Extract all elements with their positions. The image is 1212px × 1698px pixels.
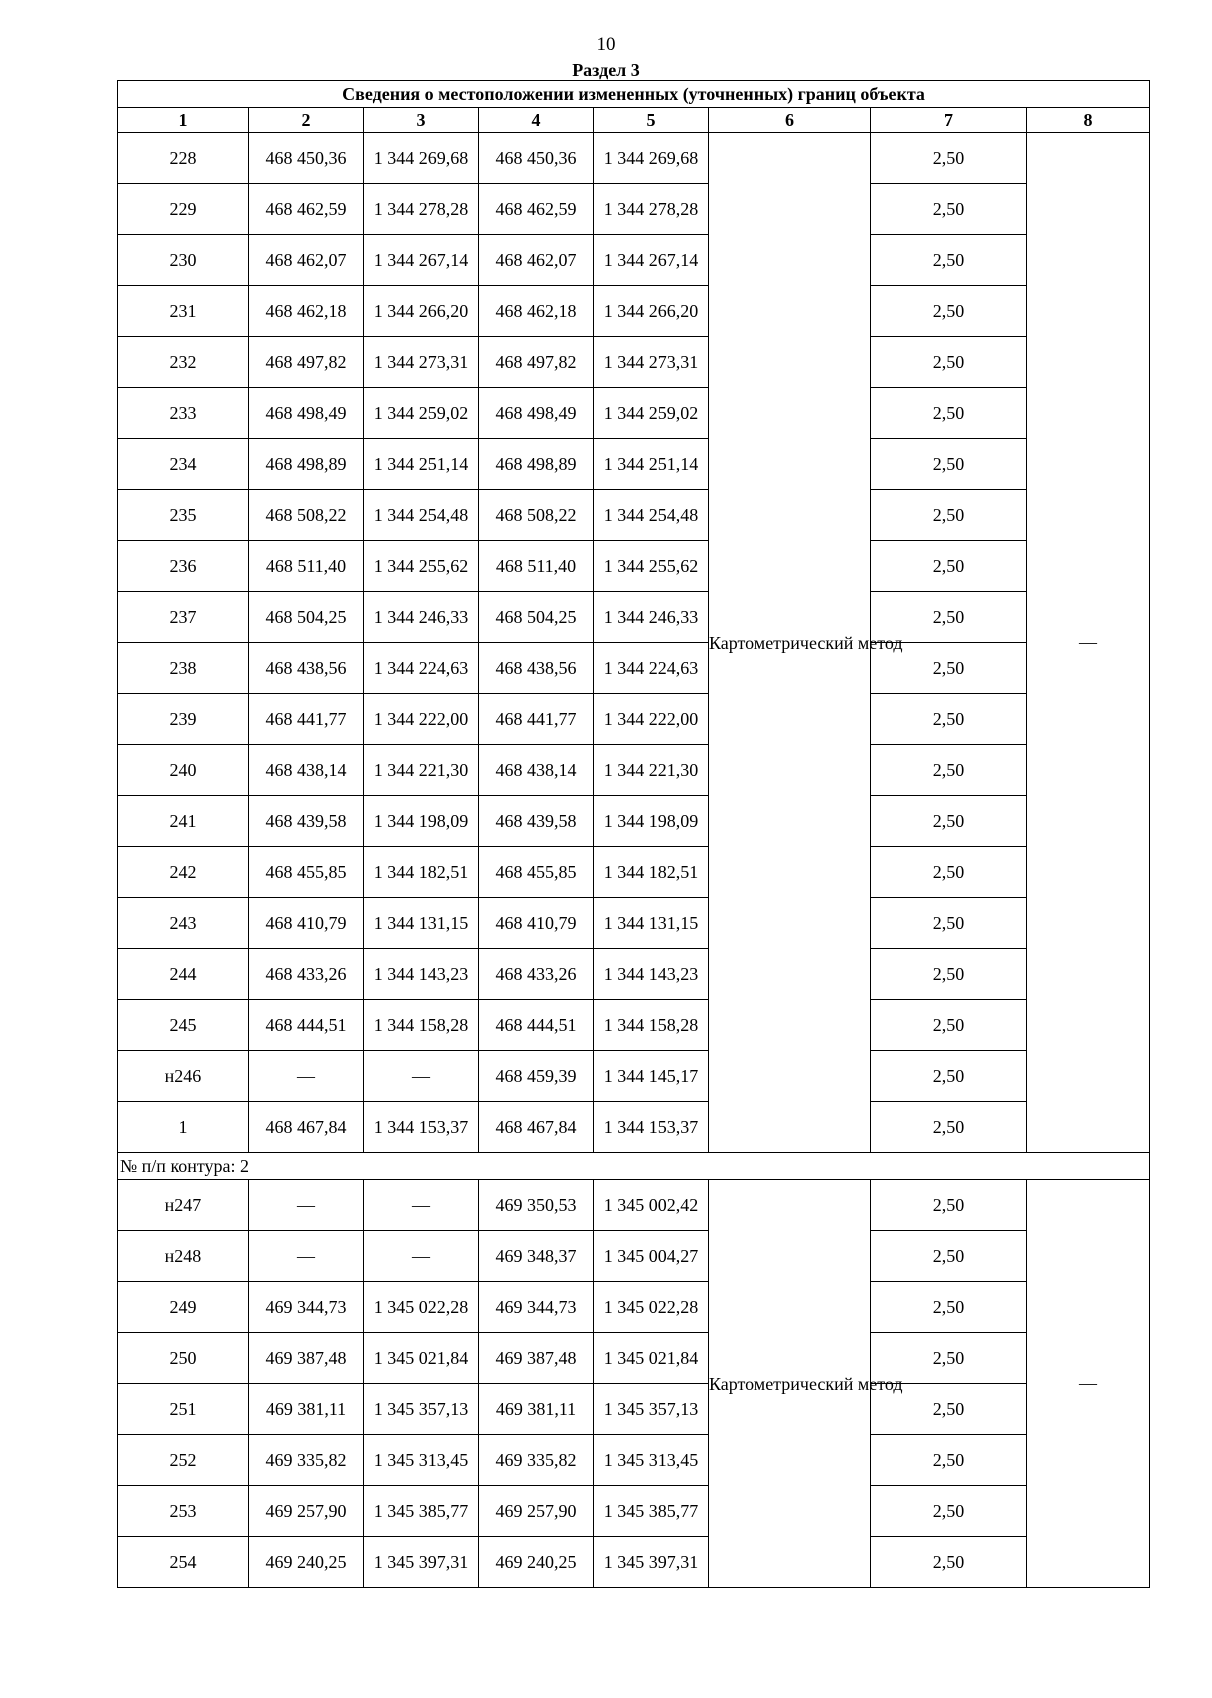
accuracy-value: 2,50 <box>871 133 1027 184</box>
column-number-2: 2 <box>249 108 364 133</box>
point-number: 249 <box>118 1282 249 1333</box>
point-number: 231 <box>118 286 249 337</box>
y-existing: 1 344 153,37 <box>364 1102 479 1153</box>
table-title: Сведения о местоположении измененных (уточненных) границ объекта <box>118 81 1150 108</box>
column-number-3: 3 <box>364 108 479 133</box>
table-row <box>118 1000 1150 1051</box>
y-new: 1 344 143,23 <box>594 949 709 1000</box>
y-existing: 1 344 158,28 <box>364 1000 479 1051</box>
y-existing: — <box>364 1180 479 1231</box>
x-new: 468 438,56 <box>479 643 594 694</box>
accuracy-value: 2,50 <box>871 1486 1027 1537</box>
point-number: 251 <box>118 1384 249 1435</box>
table-row <box>118 1435 1150 1486</box>
y-existing: 1 344 251,14 <box>364 439 479 490</box>
table-row <box>118 796 1150 847</box>
accuracy-value: 2,50 <box>871 847 1027 898</box>
accuracy-value: 2,50 <box>871 1180 1027 1231</box>
x-existing: 468 497,82 <box>249 337 364 388</box>
x-new: 469 348,37 <box>479 1231 594 1282</box>
y-new: 1 344 131,15 <box>594 898 709 949</box>
y-new: 1 344 269,68 <box>594 133 709 184</box>
y-existing: 1 345 357,13 <box>364 1384 479 1435</box>
table-row <box>118 643 1150 694</box>
x-new: 469 350,53 <box>479 1180 594 1231</box>
y-existing: 1 344 222,00 <box>364 694 479 745</box>
accuracy-value: 2,50 <box>871 490 1027 541</box>
y-new: 1 344 273,31 <box>594 337 709 388</box>
y-existing: 1 344 259,02 <box>364 388 479 439</box>
x-new: 468 438,14 <box>479 745 594 796</box>
point-number: 250 <box>118 1333 249 1384</box>
point-number: 252 <box>118 1435 249 1486</box>
x-existing: 469 335,82 <box>249 1435 364 1486</box>
point-number: 244 <box>118 949 249 1000</box>
y-new: 1 345 022,28 <box>594 1282 709 1333</box>
table-row <box>118 337 1150 388</box>
table-row <box>118 949 1150 1000</box>
y-existing: 1 345 397,31 <box>364 1537 479 1588</box>
x-existing: 468 498,89 <box>249 439 364 490</box>
x-new: 469 240,25 <box>479 1537 594 1588</box>
point-number: н247 <box>118 1180 249 1231</box>
y-existing: 1 344 273,31 <box>364 337 479 388</box>
y-existing: 1 344 269,68 <box>364 133 479 184</box>
table-row <box>118 847 1150 898</box>
method-cell: Картометрический метод <box>709 133 871 1153</box>
accuracy-value: 2,50 <box>871 1051 1027 1102</box>
x-new: 468 439,58 <box>479 796 594 847</box>
table-row <box>118 1486 1150 1537</box>
section-title: Раздел 3 <box>572 60 640 80</box>
x-existing: 468 511,40 <box>249 541 364 592</box>
x-new: 468 410,79 <box>479 898 594 949</box>
x-existing: 468 508,22 <box>249 490 364 541</box>
point-number: н248 <box>118 1231 249 1282</box>
point-number: 239 <box>118 694 249 745</box>
y-new: 1 344 198,09 <box>594 796 709 847</box>
accuracy-value: 2,50 <box>871 439 1027 490</box>
y-existing: 1 344 266,20 <box>364 286 479 337</box>
accuracy-value: 2,50 <box>871 1333 1027 1384</box>
x-existing: 468 410,79 <box>249 898 364 949</box>
point-number: 237 <box>118 592 249 643</box>
method-cell: Картометрический метод <box>709 1180 871 1588</box>
y-existing: 1 344 143,23 <box>364 949 479 1000</box>
column-8-cell: — <box>1027 1180 1150 1588</box>
y-new: 1 344 221,30 <box>594 745 709 796</box>
y-existing: 1 344 246,33 <box>364 592 479 643</box>
y-new: 1 345 313,45 <box>594 1435 709 1486</box>
accuracy-value: 2,50 <box>871 949 1027 1000</box>
accuracy-value: 2,50 <box>871 1384 1027 1435</box>
x-new: 468 467,84 <box>479 1102 594 1153</box>
accuracy-value: 2,50 <box>871 337 1027 388</box>
table-row <box>118 1102 1150 1153</box>
x-existing: 469 257,90 <box>249 1486 364 1537</box>
point-number: 234 <box>118 439 249 490</box>
y-existing: 1 344 224,63 <box>364 643 479 694</box>
y-existing: 1 344 255,62 <box>364 541 479 592</box>
y-new: 1 344 278,28 <box>594 184 709 235</box>
point-number: 241 <box>118 796 249 847</box>
accuracy-value: 2,50 <box>871 184 1027 235</box>
table-row <box>118 1282 1150 1333</box>
y-new: 1 345 357,13 <box>594 1384 709 1435</box>
point-number: 230 <box>118 235 249 286</box>
accuracy-value: 2,50 <box>871 286 1027 337</box>
x-new: 468 511,40 <box>479 541 594 592</box>
accuracy-value: 2,50 <box>871 898 1027 949</box>
accuracy-value: 2,50 <box>871 592 1027 643</box>
y-existing: 1 345 313,45 <box>364 1435 479 1486</box>
point-number: 236 <box>118 541 249 592</box>
column-number-5: 5 <box>594 108 709 133</box>
x-new: 468 462,07 <box>479 235 594 286</box>
x-new: 468 444,51 <box>479 1000 594 1051</box>
x-new: 468 433,26 <box>479 949 594 1000</box>
x-new: 468 498,49 <box>479 388 594 439</box>
accuracy-value: 2,50 <box>871 1435 1027 1486</box>
y-new: 1 344 246,33 <box>594 592 709 643</box>
accuracy-value: 2,50 <box>871 388 1027 439</box>
contour-label: № п/п контура: 2 <box>118 1153 1150 1180</box>
y-new: 1 344 224,63 <box>594 643 709 694</box>
column-number-7: 7 <box>871 108 1027 133</box>
x-new: 468 498,89 <box>479 439 594 490</box>
y-new: 1 345 021,84 <box>594 1333 709 1384</box>
x-existing: 468 450,36 <box>249 133 364 184</box>
y-new: 1 345 004,27 <box>594 1231 709 1282</box>
x-new: 468 441,77 <box>479 694 594 745</box>
y-existing: 1 344 182,51 <box>364 847 479 898</box>
table-row <box>118 133 1150 184</box>
x-existing: — <box>249 1180 364 1231</box>
x-new: 468 450,36 <box>479 133 594 184</box>
y-existing: 1 344 198,09 <box>364 796 479 847</box>
point-number: 229 <box>118 184 249 235</box>
table-row <box>118 694 1150 745</box>
x-new: 469 335,82 <box>479 1435 594 1486</box>
x-new: 468 497,82 <box>479 337 594 388</box>
table-row <box>118 388 1150 439</box>
table-row <box>118 1384 1150 1435</box>
x-existing: — <box>249 1231 364 1282</box>
point-number: 240 <box>118 745 249 796</box>
x-existing: 469 240,25 <box>249 1537 364 1588</box>
point-number: 254 <box>118 1537 249 1588</box>
accuracy-value: 2,50 <box>871 1102 1027 1153</box>
table-row <box>118 1180 1150 1231</box>
point-number: 245 <box>118 1000 249 1051</box>
table-row <box>118 490 1150 541</box>
accuracy-value: 2,50 <box>871 1537 1027 1588</box>
y-new: 1 345 002,42 <box>594 1180 709 1231</box>
y-new: 1 344 158,28 <box>594 1000 709 1051</box>
table-row <box>118 1333 1150 1384</box>
y-existing: 1 344 278,28 <box>364 184 479 235</box>
accuracy-value: 2,50 <box>871 1000 1027 1051</box>
column-number-8: 8 <box>1027 108 1150 133</box>
y-existing: 1 344 254,48 <box>364 490 479 541</box>
x-new: 469 257,90 <box>479 1486 594 1537</box>
table-row <box>118 592 1150 643</box>
x-existing: 468 438,56 <box>249 643 364 694</box>
x-new: 468 504,25 <box>479 592 594 643</box>
x-existing: 468 504,25 <box>249 592 364 643</box>
y-new: 1 345 397,31 <box>594 1537 709 1588</box>
y-new: 1 344 251,14 <box>594 439 709 490</box>
point-number: 235 <box>118 490 249 541</box>
accuracy-value: 2,50 <box>871 235 1027 286</box>
x-existing: 468 462,07 <box>249 235 364 286</box>
point-number: 242 <box>118 847 249 898</box>
x-new: 468 508,22 <box>479 490 594 541</box>
point-number: 253 <box>118 1486 249 1537</box>
point-number: 1 <box>118 1102 249 1153</box>
accuracy-value: 2,50 <box>871 694 1027 745</box>
point-number: 243 <box>118 898 249 949</box>
point-number: 238 <box>118 643 249 694</box>
y-existing: 1 344 131,15 <box>364 898 479 949</box>
y-new: 1 344 145,17 <box>594 1051 709 1102</box>
x-new: 469 387,48 <box>479 1333 594 1384</box>
table-row <box>118 184 1150 235</box>
column-number-1: 1 <box>118 108 249 133</box>
y-existing: 1 344 221,30 <box>364 745 479 796</box>
y-existing: 1 344 267,14 <box>364 235 479 286</box>
y-new: 1 344 254,48 <box>594 490 709 541</box>
x-existing: 469 344,73 <box>249 1282 364 1333</box>
accuracy-value: 2,50 <box>871 745 1027 796</box>
table-row <box>118 286 1150 337</box>
accuracy-value: 2,50 <box>871 1282 1027 1333</box>
y-existing: — <box>364 1051 479 1102</box>
y-new: 1 344 255,62 <box>594 541 709 592</box>
column-number-4: 4 <box>479 108 594 133</box>
point-number: 233 <box>118 388 249 439</box>
boundary-table <box>117 80 1150 1588</box>
table-row <box>118 1051 1150 1102</box>
y-new: 1 344 153,37 <box>594 1102 709 1153</box>
y-new: 1 344 266,20 <box>594 286 709 337</box>
x-existing: 468 498,49 <box>249 388 364 439</box>
point-number: 232 <box>118 337 249 388</box>
table-row <box>118 235 1150 286</box>
x-existing: — <box>249 1051 364 1102</box>
accuracy-value: 2,50 <box>871 1231 1027 1282</box>
x-existing: 469 381,11 <box>249 1384 364 1435</box>
accuracy-value: 2,50 <box>871 796 1027 847</box>
y-existing: 1 345 385,77 <box>364 1486 479 1537</box>
x-existing: 468 439,58 <box>249 796 364 847</box>
x-existing: 468 467,84 <box>249 1102 364 1153</box>
point-number: н246 <box>118 1051 249 1102</box>
x-existing: 468 462,18 <box>249 286 364 337</box>
table-row <box>118 439 1150 490</box>
table-row <box>118 745 1150 796</box>
x-existing: 468 444,51 <box>249 1000 364 1051</box>
column-8-cell: — <box>1027 133 1150 1153</box>
y-existing: 1 345 021,84 <box>364 1333 479 1384</box>
x-new: 468 455,85 <box>479 847 594 898</box>
x-new: 468 459,39 <box>479 1051 594 1102</box>
x-new: 469 344,73 <box>479 1282 594 1333</box>
table-row <box>118 1231 1150 1282</box>
point-number: 228 <box>118 133 249 184</box>
x-existing: 468 433,26 <box>249 949 364 1000</box>
y-new: 1 344 259,02 <box>594 388 709 439</box>
x-existing: 468 455,85 <box>249 847 364 898</box>
accuracy-value: 2,50 <box>871 643 1027 694</box>
x-existing: 468 462,59 <box>249 184 364 235</box>
accuracy-value: 2,50 <box>871 541 1027 592</box>
y-new: 1 344 267,14 <box>594 235 709 286</box>
x-new: 468 462,18 <box>479 286 594 337</box>
x-new: 469 381,11 <box>479 1384 594 1435</box>
y-existing: 1 345 022,28 <box>364 1282 479 1333</box>
table-row <box>118 898 1150 949</box>
y-existing: — <box>364 1231 479 1282</box>
y-new: 1 344 182,51 <box>594 847 709 898</box>
table-row <box>118 541 1150 592</box>
page-number: 10 <box>596 34 616 55</box>
x-existing: 468 441,77 <box>249 694 364 745</box>
table-row <box>118 1537 1150 1588</box>
y-new: 1 345 385,77 <box>594 1486 709 1537</box>
x-existing: 469 387,48 <box>249 1333 364 1384</box>
column-number-6: 6 <box>709 108 871 133</box>
y-new: 1 344 222,00 <box>594 694 709 745</box>
x-existing: 468 438,14 <box>249 745 364 796</box>
x-new: 468 462,59 <box>479 184 594 235</box>
